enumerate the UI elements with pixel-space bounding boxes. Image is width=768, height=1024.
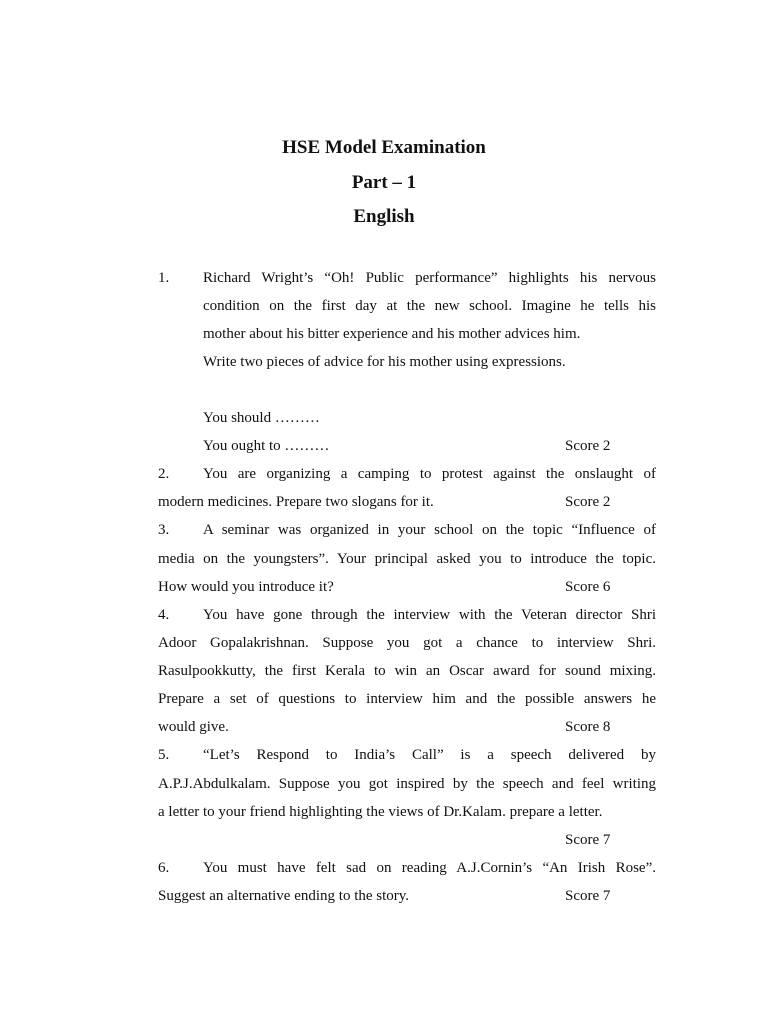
- question-score: Score 2: [565, 494, 611, 510]
- question-line: Richard Wright’s “Oh! Public performance” highlights his nervous: [203, 270, 656, 286]
- question-line: mother about his bitter experience and his mother advices him.: [203, 326, 581, 342]
- exam-part: Part – 1: [351, 172, 417, 193]
- exam-title: HSE Model Examination: [282, 137, 486, 158]
- question-line: You have gone through the interview with the Veteran director Shri: [203, 607, 656, 623]
- question-score: Score 2: [565, 438, 611, 454]
- question-line: “Let’s Respond to India’s Call” is a speech delivered by: [203, 747, 656, 763]
- question-line: Suggest an alternative ending to the story.: [158, 888, 410, 904]
- question-number: 2.: [158, 466, 170, 482]
- question-line: a letter to your friend highlighting the views of Dr.Kalam. prepare a letter.: [158, 804, 603, 820]
- question-line: A seminar was organized in your school on the topic “Influence of: [203, 522, 656, 538]
- question-line: Rasulpookkutty, the first Kerala to win an Oscar award for sound mixing.: [158, 663, 656, 679]
- question-number: 4.: [158, 607, 170, 623]
- question-line: modern medicines. Prepare two slogans for it.: [158, 494, 434, 510]
- answer-prompt: You ought to ………: [203, 438, 330, 454]
- question-score: Score 6: [565, 579, 611, 595]
- question-line: Write two pieces of advice for his mother using expressions.: [203, 354, 566, 370]
- question-score: Score 7: [565, 888, 611, 904]
- question-line: condition on the first day at the new school. Imagine he tells his: [203, 298, 656, 314]
- question-line: A.P.J.Abdulkalam. Suppose you got inspired by the speech and feel writing: [158, 776, 656, 792]
- answer-prompt: You should ………: [203, 410, 320, 426]
- question-line: media on the youngsters”. Your principal asked you to introduce the topic.: [158, 551, 656, 567]
- question-line: Prepare a set of questions to interview him and the possible answers he: [158, 691, 656, 707]
- question-score: Score 7: [565, 832, 611, 848]
- question-number: 3.: [158, 522, 170, 538]
- question-line: would give.: [158, 719, 229, 735]
- question-line: You must have felt sad on reading A.J.Cornin’s “An Irish Rose”.: [203, 860, 656, 876]
- question-number: 5.: [158, 747, 170, 763]
- question-number: 1.: [158, 270, 170, 286]
- question-score: Score 8: [565, 719, 611, 735]
- question-line: You are organizing a camping to protest against the onslaught of: [203, 466, 656, 482]
- question-line: How would you introduce it?: [158, 579, 334, 595]
- question-line: Adoor Gopalakrishnan. Suppose you got a chance to interview Shri.: [158, 635, 656, 651]
- exam-subject: English: [353, 206, 415, 227]
- question-number: 6.: [158, 860, 170, 876]
